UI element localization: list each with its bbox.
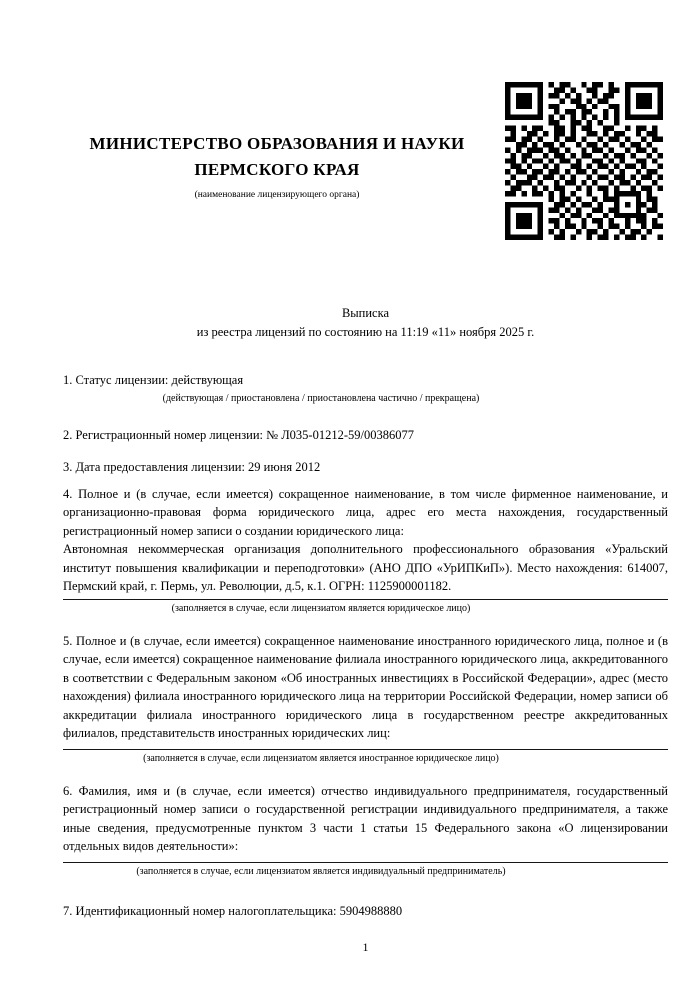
org-name-line2: ПЕРМСКОГО КРАЯ [194,160,360,179]
license-status-caption: (действующая / приостановлена / приостановлена частично / прекращена) [162,392,480,404]
registration-number-text: 2. Регистрационный номер лицензии: № Л035-01212-59/00386077 [63,427,414,442]
foreign-entity-label: 5. Полное и (в случае, если имеется) сокращенное наименование иностранного юридического лица, полное и (в случае, если имеется) сокращенное наименование филиала иностранного юридического лица, аккредитованного в соответствии с Федеральным законом «Об иностранных инвестициях в Российской Федерации», адрес (место нахождения) филиала иностранного юридического лица на территории Российской Федерации, номер записи об аккредитации филиала иностранного юридического лица в государственном реестре аккредитованных филиалов, представительств иностранных юридических лиц: [63,633,668,740]
item-license-status [63,371,668,405]
item-taxpayer-number [63,902,668,921]
item-registration-number [63,426,668,445]
individual-entrepreneur-caption: (заполняется в случае, если лицензиатом является индивидуальный предприниматель) [136,865,506,877]
document-title: Выписка [341,306,390,320]
foreign-entity-caption: (заполняется в случае, если лицензиатом является иностранное юридическое лицо) [143,752,499,764]
item-foreign-entity [63,632,668,765]
individual-entrepreneur-label: 6. Фамилия, имя и (в случае, если имеется) отчество индивидуального предпринимателя, государственный регистрационный номер записи о государственной регистрации индивидуального предпринимателя, а также иные сведения, предусмотренные пунктом 3 части 1 статьи 15 Федерального закона «О лицензировании отдельных видов деятельности»: [63,783,668,853]
document-header [0,0,700,242]
document-body [0,371,700,957]
taxpayer-number-text: 7. Идентификационный номер налогоплательщика: 5904988880 [63,903,403,918]
fill-line [63,862,668,863]
item-license-date [63,458,668,477]
license-date-text: 3. Дата предоставления лицензии: 29 июня 2012 [63,460,321,474]
qr-code-icon [505,82,663,240]
legal-entity-caption: (заполняется в случае, если лицензиатом является юридическое лицо) [171,602,471,614]
org-name-caption: (наименование лицензирующего органа) [194,190,360,200]
document-subtitle: из реестра лицензий по состоянию на 11:19 «11» ноября 2025 г. [196,324,535,339]
page-number: 1 [362,940,369,954]
fill-line [63,599,668,600]
item-legal-entity [63,485,668,615]
fill-line [63,749,668,750]
org-name-line1: МИНИСТЕРСТВО ОБРАЗОВАНИЯ И НАУКИ [89,134,465,153]
license-status-text: 1. Статус лицензии: действующая [63,373,244,387]
document-title-block [63,304,668,341]
legal-entity-value: Автономная некоммерческая организация дополнительного профессионального образования «Уральский институт повышения квалификации и переподготовки» (АНО ДПО «УрИПКиП»). Место нахождения: 614007, Пермский край, г. Пермь, ул. Революции, д.5, к.1. ОГРН: 1125900001182. [63,542,668,593]
item-individual-entrepreneur [63,782,668,878]
legal-entity-label: 4. Полное и (в случае, если имеется) сокращенное наименование, в том числе фирменное наименование, и организационно-правовая форма юридического лица, адрес его места нахождения, государственный регистрационный номер записи о создании юридического лица: [63,486,668,538]
licensing-authority [63,131,491,200]
